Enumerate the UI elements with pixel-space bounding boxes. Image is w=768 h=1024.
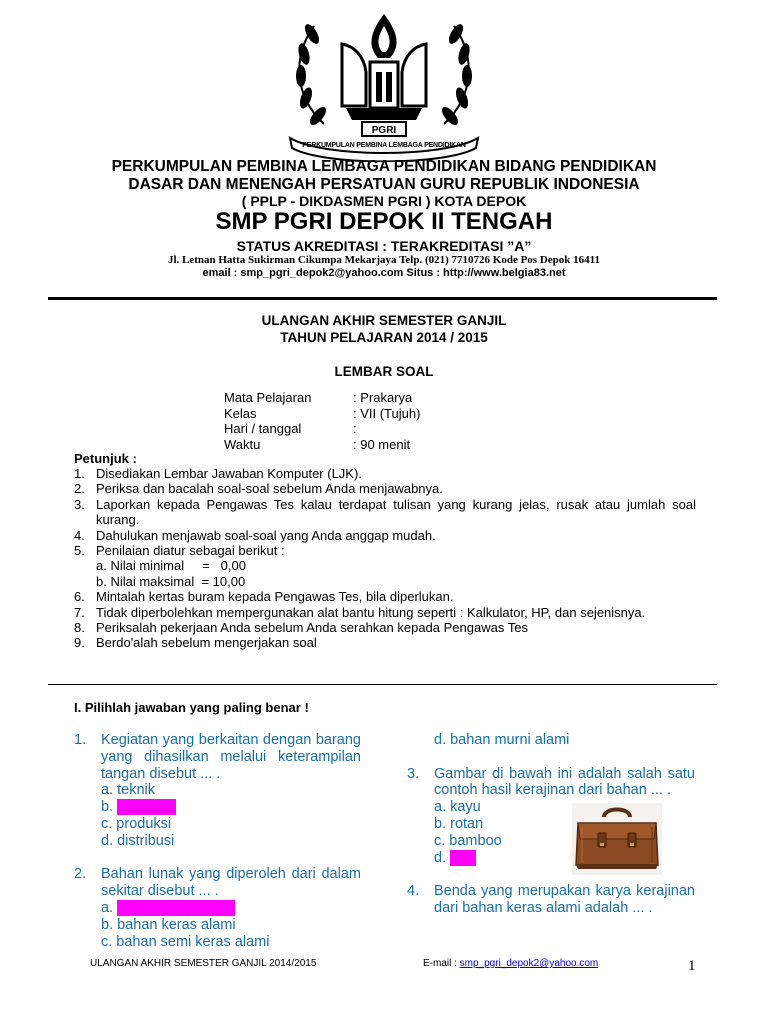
question-4: [407, 883, 695, 917]
highlighted-answer: kerajinan: [117, 799, 176, 816]
instruction-number: 3.: [74, 496, 85, 512]
exam-year: TAHUN PELAJARAN 2014 / 2015: [280, 330, 488, 345]
footer-email-label: E-mail :: [423, 958, 460, 969]
instruction-number: 4.: [74, 527, 85, 543]
instruction-item: [74, 620, 696, 635]
instruction-item: [74, 481, 696, 496]
instructions-list: [74, 466, 696, 651]
info-value: : Prakarya: [353, 390, 413, 405]
option-a: a. kayu: [434, 799, 481, 816]
option-d: d. distribusi: [101, 832, 175, 849]
instructions-divider: [48, 684, 717, 685]
page-number: 1: [688, 958, 696, 974]
score-max: b. Nilai maksimal = 10,00: [96, 573, 246, 589]
question-text: Gambar di bawah ini adalah salah satu contoh hasil kerajinan dari bahan ... .: [434, 765, 695, 799]
option-a: [74, 900, 361, 917]
option-b: b. bahan keras alami: [101, 916, 236, 933]
instruction-text: Berdo'alah sebelum mengerjakan soal: [96, 635, 317, 651]
info-label: Hari / tanggal: [224, 421, 302, 436]
instruction-text: Dahulukan menjawab soal-soal yang Anda anggap mudah.: [96, 527, 436, 543]
school-name: SMP PGRI DEPOK II TENGAH: [215, 208, 553, 235]
school-address: Jl. Letnan Hatta Sukirman Cikumpa Mekarjaya Telp. (021) 7710726 Kode Pos Depok 16411: [167, 254, 601, 266]
pgri-logo: [284, 6, 484, 162]
info-value: : 90 menit: [353, 436, 411, 452]
highlighted-answer: bahan lunak alami: [117, 899, 235, 916]
option-a: a. teknik: [101, 782, 155, 799]
option-c: c. bahan semi keras alami: [101, 933, 270, 950]
option-prefix: a.: [101, 899, 118, 916]
highlighted-answer: kulit: [450, 849, 476, 866]
instruction-item: [74, 635, 696, 650]
option-prefix: d.: [434, 849, 451, 866]
instruction-text: Laporkan kepada Pengawas Tes kalau terdapat tulisan yang kurang jelas, rusak atau jumlah soal kurang.: [96, 496, 696, 528]
footer-exam-title: ULANGAN AKHIR SEMESTER GANJIL 2014/2015: [90, 958, 317, 969]
instruction-text: Mintalah kertas buram kepada Pengawas Tes, bila diperlukan.: [96, 589, 454, 605]
instruction-item: [74, 528, 696, 543]
question-2: [74, 866, 361, 900]
instruction-text: Tidak diperbolehkan mempergunakan alat bantu hitung seperti : Kalkulator, HP, dan sejenisnya.: [96, 604, 646, 620]
option-b: b. rotan: [434, 815, 484, 832]
score-min: a. Nilai minimal = 0,00: [96, 558, 246, 574]
sheet-title: LEMBAR SOAL: [334, 364, 434, 379]
instruction-number: 2.: [74, 481, 85, 497]
option-d: d. bahan murni alami: [434, 732, 570, 748]
option-c: c. bamboo: [434, 832, 502, 849]
accreditation-status: STATUS AKREDITASI : TERAKREDITASI ”A”: [236, 238, 532, 254]
instruction-number: 8.: [74, 620, 85, 636]
option-prefix: b.: [101, 799, 118, 816]
instruction-item: [74, 589, 696, 604]
instruction-text: Disediakan Lembar Jawaban Komputer (LJK).: [96, 466, 362, 481]
question-number: 4.: [407, 883, 420, 900]
instruction-number: 9.: [74, 635, 85, 651]
info-value: : VII (Tujuh): [353, 405, 421, 421]
question-number: 2.: [74, 866, 87, 883]
question-text: Benda yang merupakan karya kerajinan dari bahan keras alami adalah ... .: [434, 883, 695, 916]
question-text: Bahan lunak yang diperoleh dari dalam sekitar disebut ... .: [101, 866, 361, 900]
instruction-text: Periksa dan bacalah soal-soal sebelum Anda menjawabnya.: [96, 481, 443, 497]
logo-text: PGRI: [371, 125, 397, 136]
org-line-2: DASAR DAN MENENGAH PERSATUAN GURU REPUBLIK INDONESIA: [128, 176, 640, 193]
school-contact: email : smp_pgri_depok2@yahoo.com Situs : http://www.belgia83.net: [202, 267, 566, 279]
instruction-item: [74, 543, 696, 558]
footer-email-link[interactable]: smp_pgri_depok2@yahoo.com: [459, 958, 599, 969]
question-1: [74, 732, 361, 782]
info-row: [224, 421, 420, 437]
instruction-number: 7.: [74, 604, 85, 620]
footer-email: [423, 958, 598, 970]
exam-title: ULANGAN AKHIR SEMESTER GANJIL: [261, 313, 507, 328]
leather-bag-image: [572, 803, 662, 875]
question-number: 1.: [74, 732, 87, 748]
info-row: [224, 437, 420, 453]
org-line-1: PERKUMPULAN PEMBINA LEMBAGA PENDIDIKAN BIDANG PENDIDIKAN: [111, 158, 657, 175]
instruction-number: 6.: [74, 589, 85, 605]
instruction-number: 1.: [74, 466, 85, 481]
info-label: Waktu: [224, 436, 261, 452]
info-label: Kelas: [224, 405, 257, 421]
question-number: 3.: [407, 765, 420, 782]
option-c: c. produksi: [101, 815, 172, 832]
info-row: [224, 390, 420, 406]
info-row: [224, 406, 420, 422]
question-3: [407, 766, 695, 800]
questions-column-left: [74, 732, 361, 950]
logo-ribbon-text: PERKUMPULAN PEMBINA LEMBAGA PENDIDIKAN: [302, 142, 466, 149]
instruction-text: Penilaian diatur sebagai berikut :: [96, 543, 285, 559]
option-b: [74, 799, 361, 816]
org-line-3: ( PPLP - DIKDASMEN PGRI ) KOTA DEPOK: [241, 193, 527, 209]
instruction-item: [74, 605, 696, 620]
header-divider: [48, 297, 717, 300]
section-title: I. Pilihlah jawaban yang paling benar !: [74, 700, 309, 715]
instruction-item: [74, 497, 696, 528]
question-text: Kegiatan yang berkaitan dengan barang yang dihasilkan melalui keterampilan tangan disebut ... .: [101, 732, 361, 782]
instructions-title: Petunjuk :: [74, 451, 137, 466]
instruction-text: Periksalah pekerjaan Anda sebelum Anda serahkan kepada Pengawas Tes: [96, 620, 528, 636]
exam-info: [224, 390, 420, 452]
instruction-number: 5.: [74, 543, 85, 559]
info-value: :: [353, 421, 357, 436]
info-label: Mata Pelajaran: [224, 390, 312, 405]
instruction-item: [74, 466, 696, 481]
